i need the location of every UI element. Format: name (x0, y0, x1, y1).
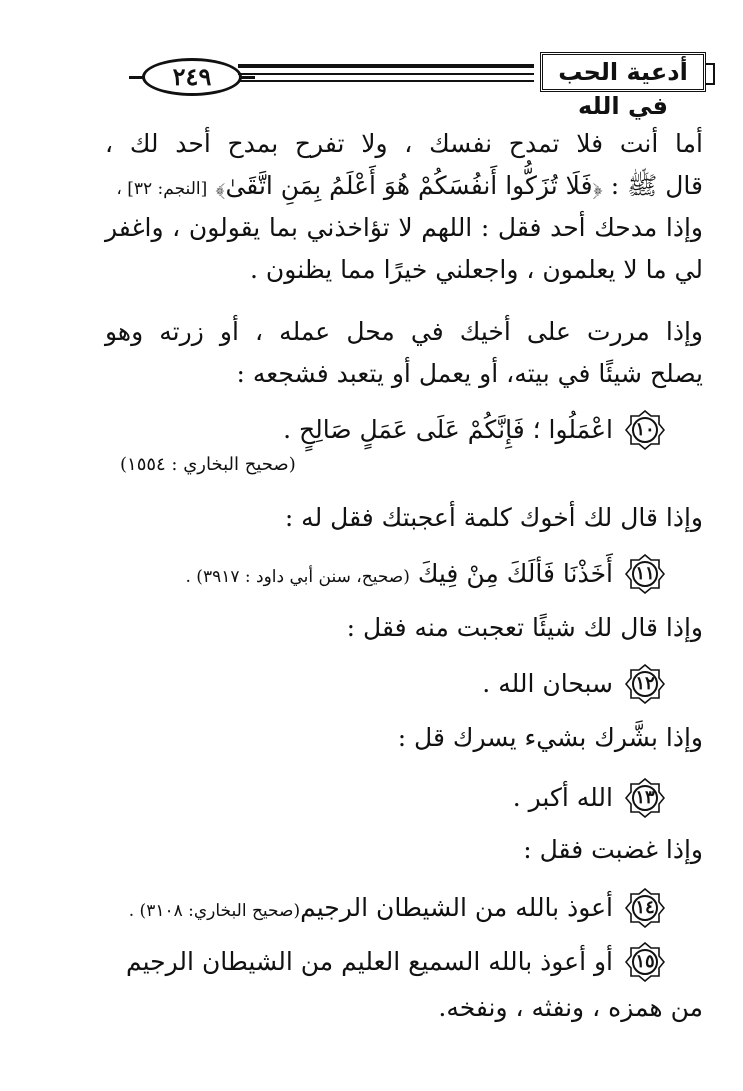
ornament-number-badge (625, 410, 665, 450)
text-line: من همزه ، ونفثه ، ونفخه. (438, 993, 703, 1022)
quran-verse: قال ﷺ : ﴿فَلَا تُزَكُّوا أَنفُسَكُمْ هُوَ أَعْلَمُ بِمَنِ اتَّقَىٰ﴾ (207, 171, 703, 200)
dua-phrase: أعوذ بالله من الشيطان الرجيم (300, 893, 613, 922)
text-line: لي ما لا يعلمون ، واجعلني خيرًا مما يظنون . (250, 255, 703, 284)
ornament-number-badge (625, 888, 665, 928)
dua-item (60, 940, 665, 984)
page-header (128, 52, 714, 120)
text-line (105, 168, 703, 207)
item-number: ١٥ (635, 951, 655, 972)
ornament-number-badge (625, 942, 665, 982)
dua-item (105, 408, 665, 452)
dua-item (105, 662, 665, 706)
ornament-number-badge (625, 778, 665, 818)
dua-item (70, 886, 665, 930)
item-number: ١٢ (635, 673, 655, 694)
header-rule (238, 80, 534, 82)
dua-phrase: أَخَذْنَا فَألَكَ مِنْ فِيكَ (409, 559, 613, 588)
ornament-number-badge (625, 554, 665, 594)
dua-text (129, 888, 613, 931)
hadith-reference: (صحيح، سنن أبي داود : ٣٩١٧) . (185, 567, 410, 587)
header-rule (238, 64, 534, 68)
dua-text: أو أعوذ بالله السميع العليم من الشيطان الرجيم (126, 947, 613, 976)
dua-text: اعْمَلُوا ؛ فَإِنَّكُمْ عَلَى عَمَلٍ صَالِحٍ . (283, 415, 613, 444)
item-number: ١٤ (635, 897, 655, 918)
hadith-reference: (صحيح البخاري: ٣١٠٨) . (128, 901, 301, 921)
book-title: أدعية الحب في الله (540, 52, 706, 92)
verse-reference: [النجم: ٣٢] ، (116, 179, 208, 199)
dua-text: سبحان الله . (482, 669, 613, 698)
item-number: ١٣ (635, 787, 655, 808)
dua-item (60, 552, 665, 596)
text-line: وإذا مررت على أخيك في محل عمله ، أو زرته وهو (105, 317, 703, 346)
text-line: وإذا مدحك أحد فقل : اللهم لا تؤاخذني بما يقولون ، واغفر (105, 213, 703, 242)
text-line: وإذا غضبت فقل : (523, 835, 703, 864)
page-number: ٢٤٩ (142, 58, 242, 96)
item-number: ١١ (635, 563, 655, 584)
text-line: وإذا بشَّرك بشيء يسرك قل : (397, 723, 703, 752)
dua-text: الله أكبر . (512, 783, 613, 812)
text-line: يصلح شيئًا في بيته، أو يعمل أو يتعبد فشجعه : (236, 359, 703, 388)
dua-text (186, 554, 614, 597)
text-line: وإذا قال لك شيئًا تعجبت منه فقل : (346, 613, 703, 642)
dua-item (105, 776, 665, 820)
text-line: أما أنت فلا تمدح نفسك ، ولا تفرح بمدح أحد لك ، (105, 129, 703, 158)
header-rule (238, 73, 534, 75)
text-line: وإذا قال لك أخوك كلمة أعجبتك فقل له : (284, 503, 703, 532)
hadith-reference: (صحيح البخاري : ١٥٥٤) (120, 454, 296, 475)
ornament-number-badge (625, 664, 665, 704)
item-number: ١٠ (635, 419, 655, 440)
